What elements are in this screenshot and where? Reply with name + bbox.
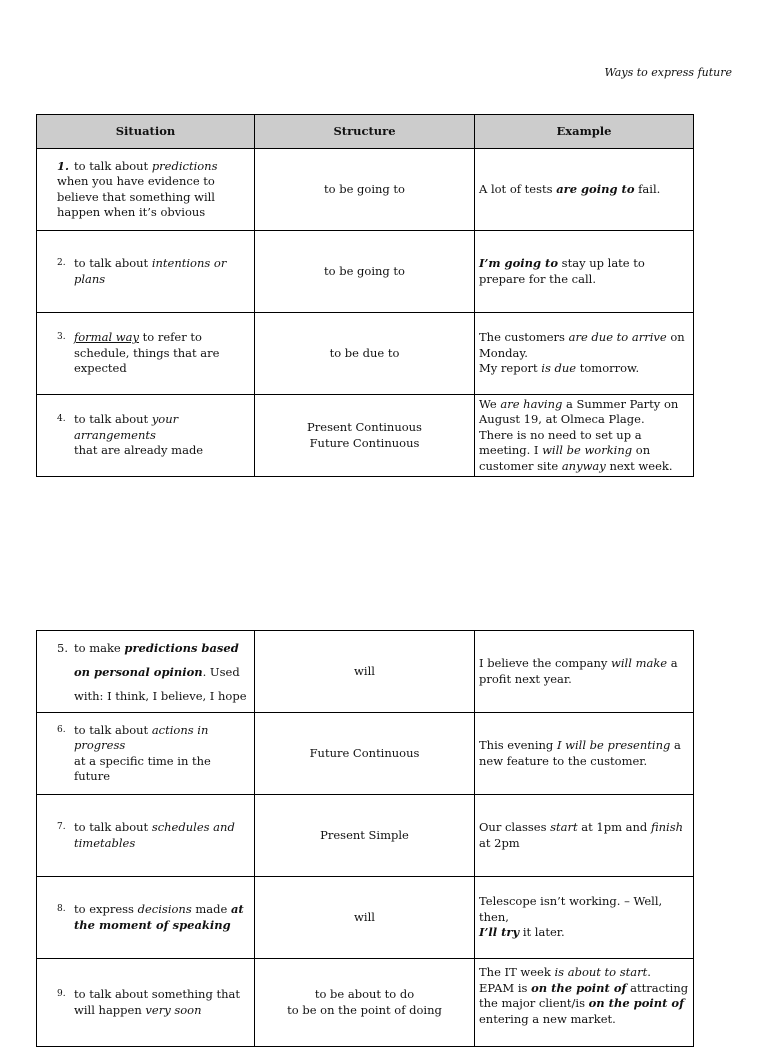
situation-text: to make <box>74 640 125 655</box>
column-header-situation: Situation <box>37 115 255 149</box>
example-cell: The IT week is about to start. EPAM is on the point of attracting the major client/is on the point of entering a new market. <box>475 959 694 1047</box>
situation-text: to refer to schedule, things that are expected <box>74 330 220 376</box>
table-row <box>37 877 694 959</box>
structure-text: to be due to <box>329 345 400 360</box>
structure-cell <box>255 395 475 477</box>
row-number: 5. <box>57 640 68 655</box>
situation-cell: 5. to make predictions based on personal opinion. Used with: I think, I believe, I hope <box>37 631 255 713</box>
example-highlight: are going to <box>556 181 635 196</box>
structure-text: will <box>354 663 375 678</box>
row-number: 8. <box>57 904 66 914</box>
structure-text: to be on the point of doing <box>287 1002 442 1017</box>
example-highlight: I’m going to <box>479 256 559 270</box>
situation-keyword: your arrangements <box>74 412 179 442</box>
structure-cell <box>255 631 475 713</box>
table-row <box>37 959 694 1047</box>
future-forms-table-part-1 <box>36 114 694 477</box>
table-row <box>37 231 694 313</box>
structure-text: Present Simple <box>320 827 409 842</box>
table-row <box>37 795 694 877</box>
situation-keyword: intentions or plans <box>74 256 227 286</box>
column-header-example: Example <box>475 115 694 149</box>
situation-cell <box>37 149 255 231</box>
situation-cell: 4. to talk about your arrangements that are already made <box>37 395 255 477</box>
row-number: 9. <box>57 989 66 999</box>
table-row <box>37 149 694 231</box>
example-cell: Our classes start at 1pm and finish at 2pm <box>475 795 694 877</box>
example-highlight: start <box>550 820 578 834</box>
situation-keyword: very soon <box>145 1002 202 1017</box>
situation-cell <box>37 313 255 395</box>
row-number: 3. <box>57 332 66 343</box>
structure-text: Future Continuous <box>309 435 420 450</box>
situation-text: to talk about something that will happen <box>74 987 240 1017</box>
running-title: Ways to express future <box>604 66 732 79</box>
structure-cell <box>255 959 475 1047</box>
table-row <box>37 313 694 395</box>
situation-text: to talk about <box>74 820 152 834</box>
structure-cell <box>255 231 475 313</box>
example-cell: We are having a Summer Party on August 19, at Olmeca Plage. There is no need to set up a meeting. I will be working on customer site anyway next week. <box>475 395 694 477</box>
example-highlight: are due to arrive <box>568 330 667 345</box>
row-number: 1. <box>57 158 70 173</box>
example-highlight: is due <box>541 361 577 376</box>
situation-cell: 6. to talk about actions in progress at a specific time in the future <box>37 713 255 795</box>
structure-cell <box>255 713 475 795</box>
example-highlight: I will be presenting <box>556 738 671 752</box>
example-highlight: on the point of <box>531 980 627 995</box>
example-highlight: I’ll try <box>479 925 520 940</box>
column-header-structure: Structure <box>255 115 475 149</box>
situation-keyword: predictions based on personal opinion <box>74 640 239 679</box>
situation-keyword: formal way <box>74 330 139 345</box>
situation-keyword: at the moment of speaking <box>74 902 244 932</box>
example-highlight: finish <box>650 820 684 834</box>
structure-cell <box>255 313 475 395</box>
situation-keyword: predictions <box>151 158 218 173</box>
situation-cell <box>37 231 255 313</box>
situation-keyword: schedules and timetables <box>74 820 235 850</box>
structure-text: will <box>354 909 375 924</box>
example-highlight: anyway <box>561 458 606 473</box>
structure-cell <box>255 149 475 231</box>
situation-text: to talk about <box>74 722 152 737</box>
example-cell: The customers are due to arrive on Monday. My report is due tomorrow. <box>475 313 694 395</box>
situation-cell <box>37 795 255 877</box>
situation-text-cont: when you have evidence to believe that something will happen when it’s obvious <box>57 174 215 219</box>
situation-text: to talk about <box>74 256 152 270</box>
table-row <box>37 631 694 713</box>
structure-cell <box>255 795 475 877</box>
structure-text: Present Continuous <box>307 420 422 434</box>
table-row <box>37 395 694 477</box>
example-highlight: on the point of <box>588 996 685 1010</box>
example-highlight: are having <box>500 396 563 411</box>
row-number: 6. <box>57 724 66 735</box>
example-highlight: will be working <box>542 443 633 458</box>
structure-text: Future Continuous <box>309 745 420 760</box>
situation-text: to talk about <box>74 158 152 173</box>
structure-text: to be going to <box>324 181 405 196</box>
structure-text: to be going to <box>324 263 405 278</box>
example-cell: A lot of tests are going to fail. <box>475 149 694 231</box>
future-forms-table-part-2 <box>36 630 694 1047</box>
example-highlight: is about to start <box>554 965 648 979</box>
situation-text: to express <box>74 902 138 916</box>
header-row <box>37 115 694 149</box>
table-row <box>37 713 694 795</box>
example-cell: I’m going to stay up late to prepare for the call. <box>475 231 694 313</box>
example-cell: I believe the company will make a profit next year. <box>475 631 694 713</box>
row-number: 2. <box>57 258 66 268</box>
example-cell: Telescope isn’t working. – Well, then, I’ll try it later. <box>475 877 694 959</box>
situation-cell <box>37 959 255 1047</box>
structure-cell <box>255 877 475 959</box>
row-number: 4. <box>57 414 66 425</box>
situation-cell: 8. to express decisions made at the moment of speaking <box>37 877 255 959</box>
structure-text: to be about to do <box>314 987 415 1001</box>
situation-keyword: decisions <box>137 902 192 916</box>
example-cell: This evening I will be presenting a new feature to the customer. <box>475 713 694 795</box>
example-highlight: will make <box>611 656 668 670</box>
row-number: 7. <box>57 822 66 832</box>
situation-text: to talk about <box>74 412 152 427</box>
situation-keyword: actions in progress <box>74 722 209 752</box>
